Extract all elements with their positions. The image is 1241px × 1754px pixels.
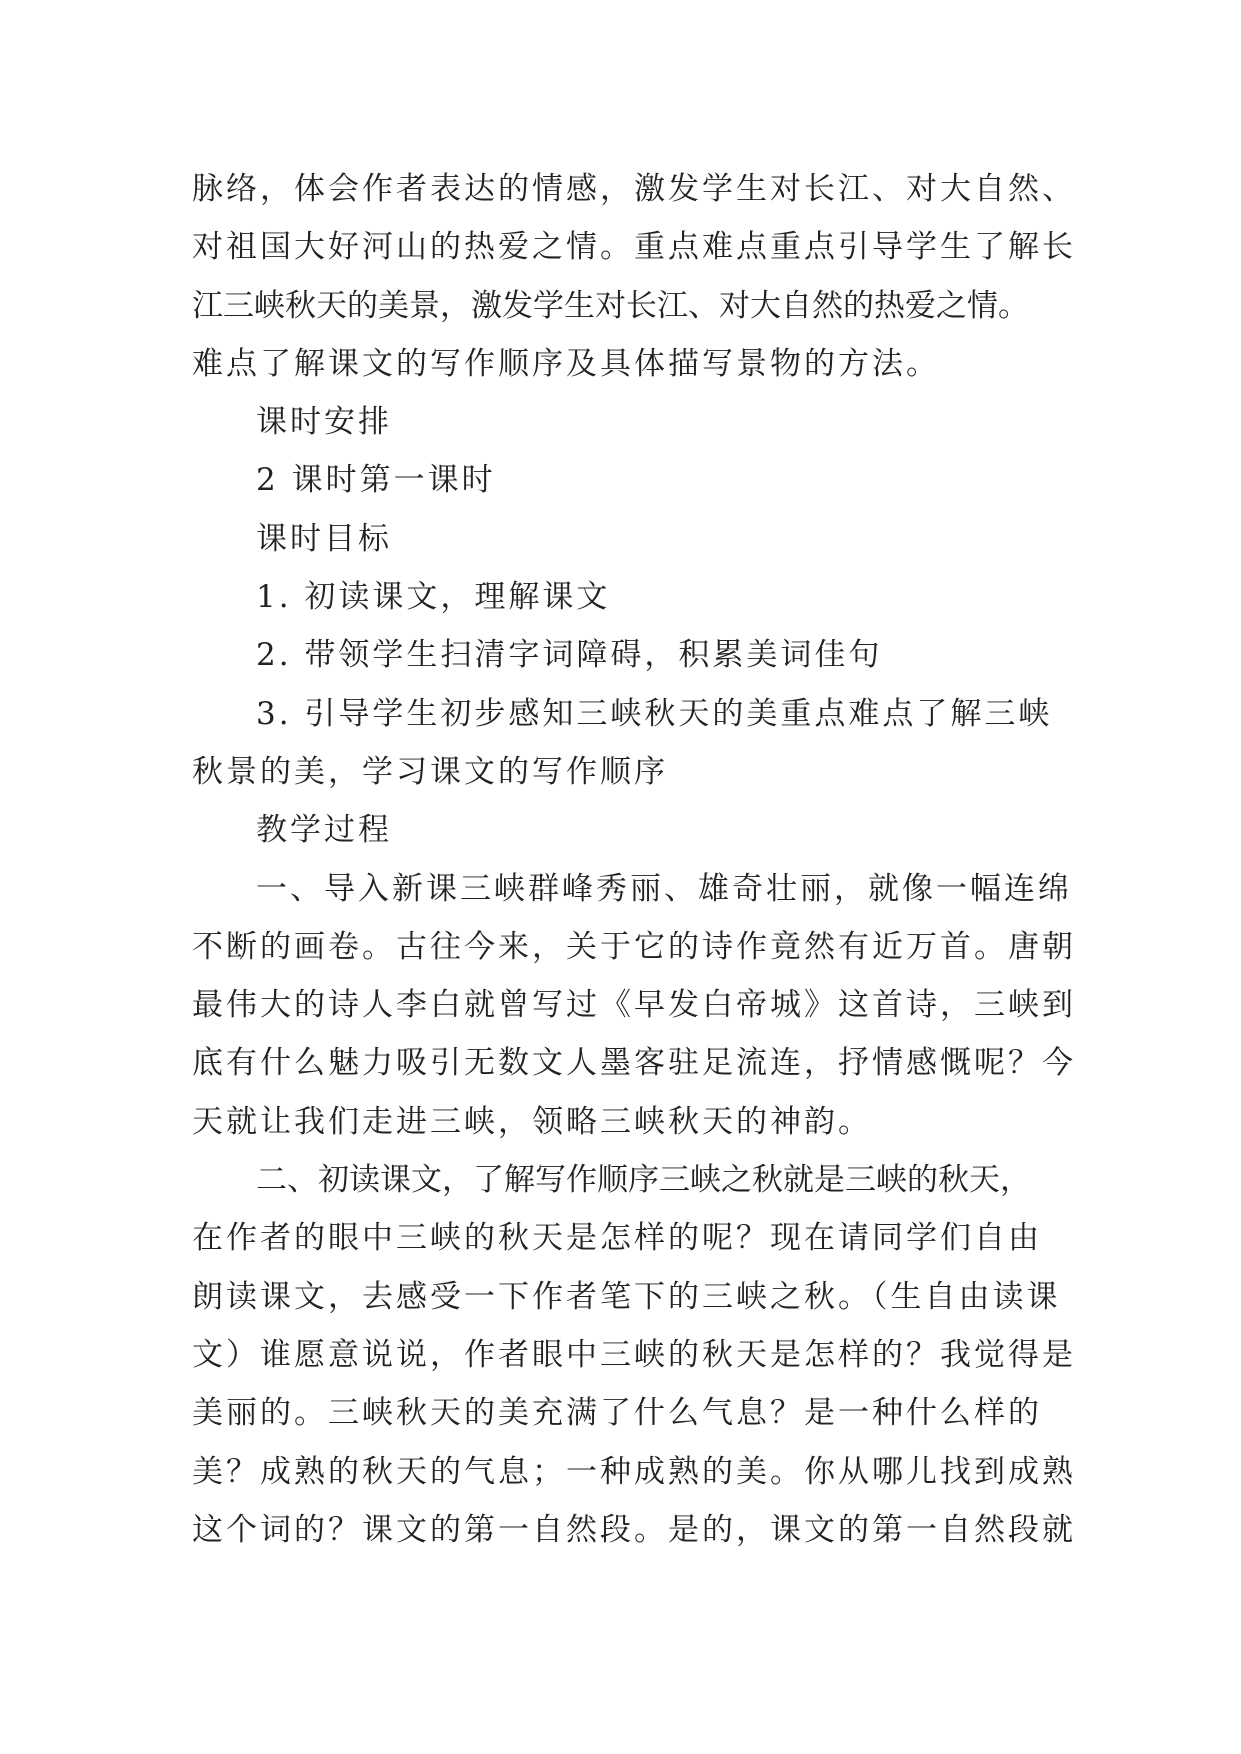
text-line: 天就让我们走进三峡，领略三峡秋天的神韵。 <box>192 1103 872 1140</box>
text-line: 朗读课文，去感受一下作者笔下的三峡之秋。（生自由读课 <box>192 1278 1061 1315</box>
text-line: 教学过程 <box>256 812 392 849</box>
text-line: 二、初读课文，了解写作顺序三峡之秋就是三峡的秋天， <box>256 1162 1031 1199</box>
text-line: 课时目标 <box>256 520 392 557</box>
text-line: 美？成熟的秋天的气息；一种成熟的美。你从哪儿找到成熟 <box>192 1453 1076 1490</box>
text-line: 文）谁愿意说说，作者眼中三峡的秋天是怎样的？我觉得是 <box>192 1336 1076 1373</box>
text-line: 对祖国大好河山的热爱之情。重点难点重点引导学生了解长 <box>192 229 1076 266</box>
text-line: 1. 初读课文，理解课文 <box>256 579 611 616</box>
text-line: 脉络，体会作者表达的情感，激发学生对长江、对大自然、 <box>192 171 1076 207</box>
document-body <box>192 160 1076 1559</box>
text-line: 2 课时第一课时 <box>256 462 496 499</box>
text-line: 不断的画卷。古往今来，关于它的诗作竟然有近万首。唐朝 <box>192 928 1076 965</box>
text-line: 在作者的眼中三峡的秋天是怎样的呢？现在请同学们自由 <box>192 1220 1042 1257</box>
text-line: 2. 带领学生扫清字词障碍，积累美词佳句 <box>256 637 883 674</box>
text-line: 3. 引导学生初步感知三峡秋天的美重点难点了解三峡 <box>256 695 1053 732</box>
text-line: 课时安排 <box>256 404 392 441</box>
text-line: 最伟大的诗人李白就曾写过《早发白帝城》这首诗，三峡到 <box>192 987 1076 1024</box>
text-line: 江三峡秋天的美景，激发学生对长江、对大自然的热爱之情。 <box>192 287 1029 324</box>
text-line: 美丽的。三峡秋天的美充满了什么气息？是一种什么样的 <box>192 1395 1042 1432</box>
text-line: 一、导入新课三峡群峰秀丽、雄奇壮丽，就像一幅连绵 <box>256 870 1072 907</box>
text-line: 底有什么魅力吸引无数文人墨客驻足流连，抒情感慨呢？今 <box>192 1045 1076 1082</box>
text-line: 难点了解课文的写作顺序及具体描写景物的方法。 <box>192 345 940 382</box>
text-line: 这个词的？课文的第一自然段。是的，课文的第一自然段就 <box>192 1511 1076 1548</box>
text-line: 秋景的美，学习课文的写作顺序 <box>192 753 668 790</box>
